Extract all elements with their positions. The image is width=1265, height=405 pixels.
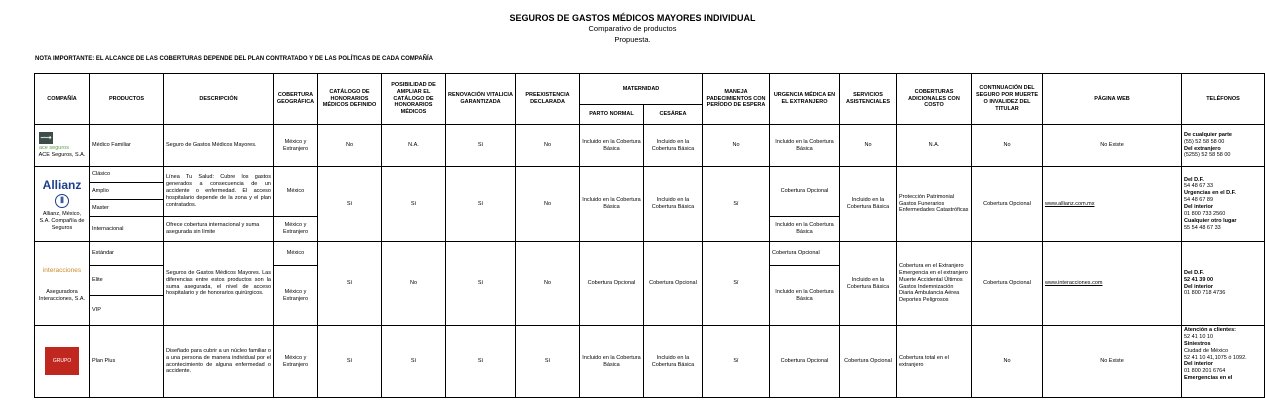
- web-cell: No Existe: [1043, 326, 1182, 398]
- phone-label: Cualquier otro lugar: [1184, 217, 1237, 224]
- phone-number: 52 41 10 41,1075 ó 1092.: [1184, 354, 1247, 361]
- maneja-cell: Sí: [703, 167, 770, 242]
- product-cell: Master: [90, 200, 164, 217]
- preexistencia-cell: No: [516, 242, 580, 326]
- phone-number: (55) 52 58 58 00: [1184, 138, 1225, 145]
- interacciones-web-link[interactable]: www.interacciones.com: [1045, 280, 1103, 287]
- phones-cell: [1182, 242, 1265, 326]
- servicios-cell: Incluido en la Cobertura Básica: [840, 242, 897, 326]
- renovacion-cell: Sí: [446, 167, 516, 242]
- servicios-cell: Cobertura Opcional: [840, 326, 897, 398]
- table-row-allianz: [35, 167, 1265, 183]
- coberturas-cell: Cobertura total en el extranjero: [897, 326, 972, 398]
- geo-cell: México: [274, 242, 318, 266]
- geo-cell: México y Extranjero: [274, 125, 318, 167]
- phone-number: 52 41 10 10: [1184, 333, 1214, 340]
- geo-cell: México: [274, 167, 318, 217]
- header-cesarea: CESÁREA: [644, 105, 703, 125]
- coberturas-cell: N.A.: [897, 125, 972, 167]
- header-renovacion: RENOVACIÓN VITALICIA GARANTIZADA: [446, 74, 516, 125]
- phone-label: Del D.F.: [1184, 269, 1204, 276]
- maneja-cell: No: [703, 125, 770, 167]
- servicios-cell: Incluido en la Cobertura Básica: [840, 167, 897, 242]
- phone-number: (5255) 52 58 58 00: [1184, 152, 1231, 159]
- geo-cell: México y Extranjero: [274, 266, 318, 326]
- document-title: SEGUROS DE GASTOS MÉDICOS MAYORES INDIVIDUAL: [509, 13, 756, 23]
- product-cell: Médico Familiar: [90, 125, 164, 167]
- catalogo-cell: Sí: [318, 326, 382, 398]
- interacciones-logo: interacciones: [42, 266, 82, 274]
- urgencia-cell: Incluido en la Cobertura Básica: [770, 266, 840, 326]
- phone-label: Urgencias en el D.F.: [1184, 190, 1236, 197]
- company-cell-interacciones: [35, 242, 90, 326]
- preexistencia-cell: Sí: [516, 326, 580, 398]
- servicios-cell: No: [840, 125, 897, 167]
- parto-cell: Cobertura Opcional: [580, 242, 644, 326]
- header-telefonos: TELÉFONOS: [1182, 74, 1265, 125]
- preexistencia-cell: No: [516, 167, 580, 242]
- comparison-table: [34, 73, 1265, 398]
- product-cell: Estándar: [90, 242, 164, 266]
- phones-cell: [1182, 125, 1265, 167]
- urgencia-cell: Incluido en la Cobertura Básica: [770, 125, 840, 167]
- document-subtitle-2: Propuesta.: [614, 35, 651, 44]
- urgencia-cell: Cobertura Opcional: [770, 242, 840, 266]
- header-servicios: SERVICIOS ASISTENCIALES: [840, 74, 897, 125]
- header-productos: PRODUCTOS: [90, 74, 164, 125]
- renovacion-cell: Sí: [446, 242, 516, 326]
- phone-label: Del extranjero: [1184, 145, 1221, 152]
- header-urgencia: URGENCIA MÉDICA EN EL EXTRANJERO: [770, 74, 840, 125]
- header-posibilidad: POSIBILIDAD DE AMPLIAR EL CATÁLOGO DE HONORARIOS MÉDICOS: [382, 74, 446, 125]
- company-cell-generali: [35, 326, 90, 398]
- web-cell: [1043, 167, 1182, 242]
- product-cell: VIP: [90, 296, 164, 326]
- phone-number: 01 800 201 6764: [1184, 368, 1226, 375]
- cesarea-cell: Incluido en la Cobertura Básica: [644, 167, 703, 242]
- table-row-ace: [35, 125, 1265, 167]
- urgencia-cell: Cobertura Opcional: [770, 167, 840, 217]
- phone-number: 01 800 718 4736: [1184, 290, 1226, 297]
- product-cell: Clásico: [90, 167, 164, 183]
- header-compania: COMPAÑÍA: [35, 74, 90, 125]
- parto-cell: Incluido en la Cobertura Básica: [580, 125, 644, 167]
- cesarea-cell: Incluido en la Cobertura Básica: [644, 125, 703, 167]
- web-cell: No Existe: [1043, 125, 1182, 167]
- phone-label: De cualquier parte: [1184, 131, 1232, 138]
- posibilidad-cell: Sí: [382, 326, 446, 398]
- phone-number: 54 48 67 89: [1184, 197, 1214, 204]
- posibilidad-cell: N.A.: [382, 125, 446, 167]
- catalogo-cell: Sí: [318, 167, 382, 242]
- description-cell: Ofrece cobertura internacional y suma asegurada sin límite: [164, 217, 274, 242]
- catalogo-cell: No: [318, 125, 382, 167]
- continuacion-cell: Cobertura Opcional: [972, 167, 1043, 242]
- header-maternidad: MATERNIDAD: [580, 74, 703, 105]
- coberturas-cell: Cobertura en el Extranjero Emergencia en el extranjero Muerte Accidental Últimos Gastos Indemnización Diaria Ambulancia Aérea Deportes Peligrosos: [897, 242, 972, 326]
- product-cell: Plan Plus: [90, 326, 164, 398]
- cesarea-cell: Incluido en la Cobertura Básica: [644, 326, 703, 398]
- posibilidad-cell: No: [382, 242, 446, 326]
- phone-label: Del interior: [1184, 204, 1214, 210]
- header-descripcion: DESCRIPCIÓN: [164, 74, 274, 125]
- header-maneja-padecimientos: MANEJA PADECIMIENTOS CON PERÍODO DE ESPERA: [703, 74, 770, 125]
- catalogo-cell: Sí: [318, 242, 382, 326]
- phone-label: Del interior: [1184, 361, 1214, 368]
- header-catalogo: CATÁLOGO DE HONORARIOS MÉDICOS DEFINIDO: [318, 74, 382, 125]
- phone-number: 54 48 67 33: [1184, 183, 1214, 190]
- phone-label: Ciudad de México: [1184, 347, 1229, 354]
- company-name: Aseguradora Interacciones, S.A.: [38, 288, 86, 302]
- coberturas-cell: Protección Patrimonial Gastos Funerarios Enfermedades Catastróficas: [897, 167, 972, 242]
- header-coberturas-adicionales: COBERTURAS ADICIONALES CON COSTO: [897, 74, 972, 125]
- phone-label: Del interior: [1184, 283, 1214, 290]
- phone-label: Emergencias en el: [1184, 375, 1233, 382]
- geo-cell: México y Extranjero: [274, 326, 318, 398]
- product-cell: Elite: [90, 266, 164, 296]
- continuacion-cell: No: [972, 125, 1043, 167]
- cesarea-cell: Cobertura Opcional: [644, 242, 703, 326]
- phone-label: Siniestros: [1184, 340, 1211, 347]
- phone-number: 01 800 733 2560: [1184, 210, 1226, 217]
- parto-cell: Incluido en la Cobertura Básica: [580, 167, 644, 242]
- description-cell: Diseñado para cubrir a un núcleo familiar o a una persona de manera individual por el acontecimiento de alguna enfermedad o accidente.: [164, 326, 274, 398]
- phone-number: 55 54 48 67 33: [1184, 224, 1221, 231]
- header-preexistencia: PREEXISTENCIA DECLARADA: [516, 74, 580, 125]
- description-cell: Seguro de Gastos Médicos Mayores.: [164, 125, 274, 167]
- renovacion-cell: Sí: [446, 326, 516, 398]
- ace-logo: ⟿: [40, 133, 52, 143]
- table-row-generali: [35, 326, 1265, 398]
- company-cell-allianz: [35, 167, 90, 242]
- product-cell: Amplio: [90, 183, 164, 200]
- allianz-mark-icon: ⦀: [55, 194, 69, 208]
- header-parto-normal: PARTO NORMAL: [580, 105, 644, 125]
- phones-cell: [1182, 326, 1265, 398]
- urgencia-cell: Cobertura Opcional: [770, 326, 840, 398]
- generali-logo: GRUPO GENERALI: [45, 347, 79, 375]
- document-subtitle: Comparativo de productos: [588, 24, 677, 33]
- product-cell: Internacional: [90, 217, 164, 242]
- allianz-logo: Allianz ⦀: [37, 178, 87, 208]
- phones-cell: [1182, 167, 1265, 242]
- header-pagina-web: PÁGINA WEB: [1043, 74, 1182, 125]
- important-note: NOTA IMPORTANTE: EL ALCANCE DE LAS COBERTURAS DEPENDE DEL PLAN CONTRATADO Y DE LAS POLÍTICAS DE CADA COMPAÑÍA: [35, 56, 434, 62]
- renovacion-cell: Sí: [446, 125, 516, 167]
- maneja-cell: Sí: [703, 326, 770, 398]
- parto-cell: Incluido en la Cobertura Básica: [580, 326, 644, 398]
- header-cobertura-geografica: COBERTURA GEOGRÁFICA: [274, 74, 318, 125]
- maneja-cell: Sí: [703, 242, 770, 326]
- company-name: ACE Seguros, S.A.: [38, 152, 86, 158]
- table-row-interacciones: [35, 242, 1265, 266]
- posibilidad-cell: Sí: [382, 167, 446, 242]
- ace-logo-text: ace seguros: [39, 145, 69, 152]
- continuacion-cell: Cobertura Opcional: [972, 242, 1043, 326]
- company-name: Allianz, México, S.A. Compañía de Seguros: [39, 211, 85, 231]
- continuacion-cell: No: [972, 326, 1043, 398]
- description-cell: Seguros de Gastos Médicos Mayores. Las diferencias entre estos productos son la suma asegurada, el nivel de acceso hospitalario y de honorarios quirúrgicos.: [164, 242, 274, 326]
- description-cell: Línea Tu Salud: Cubre los gastos generados a consecuencia de un accidente o enfermedad. El acceso hospitalario depende de la zona y el plan contratados.: [164, 167, 274, 217]
- company-cell-ace: [35, 125, 90, 167]
- geo-cell: México y Extranjero: [274, 217, 318, 242]
- phone-label: Atención a clientes:: [1184, 327, 1236, 333]
- header-continuacion: CONTINUACIÓN DEL SEGURO POR MUERTE O INVALIDEZ DEL TITULAR: [972, 74, 1043, 125]
- phone-label: Del D.F.: [1184, 176, 1204, 183]
- allianz-web-link[interactable]: www.allianz.com.mx: [1045, 200, 1095, 207]
- web-cell: [1043, 242, 1182, 326]
- phone-number: 52 41 39 00: [1184, 276, 1214, 283]
- preexistencia-cell: No: [516, 125, 580, 167]
- urgencia-cell: Incluido en la Cobertura Básica: [770, 217, 840, 242]
